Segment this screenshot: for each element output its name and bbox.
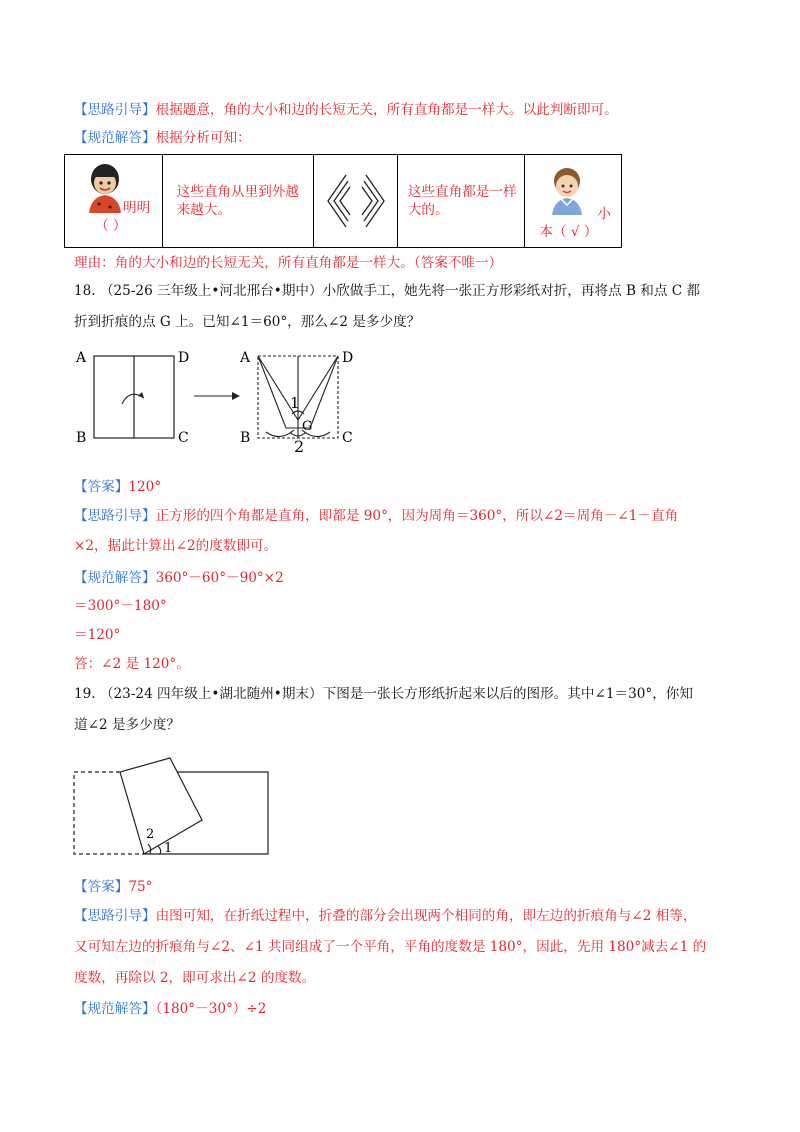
solution-tag: 【规范解答】 <box>74 1001 156 1017</box>
angle-1-arc <box>158 846 161 854</box>
angle-1-label: 1 <box>164 841 173 856</box>
q19-hint-text1: 由图可知，在折纸过程中，折叠的部分会出现两个相同的角，即左边的折痕角与∠2 相等， <box>155 908 697 924</box>
label-C-folded: C <box>342 430 353 446</box>
label-D-folded: D <box>342 350 354 366</box>
q18-hint-line1 <box>74 507 734 525</box>
label-C: C <box>178 430 189 446</box>
q18-final-answer: 答：∠2 是 120°。 <box>74 656 190 672</box>
q18-solution-line <box>74 569 734 587</box>
q19-answer: 75° <box>128 879 153 895</box>
mingming-blank: （ ） <box>95 218 127 234</box>
hint-tag: 【思路引导】 <box>74 908 156 924</box>
q19-solution-line <box>74 1000 734 1018</box>
q18-solution-line3: ＝120° <box>74 627 121 643</box>
answer-tag: 【答案】 <box>74 479 129 495</box>
label-D: D <box>178 350 190 366</box>
boy-xiaoben-avatar <box>547 165 587 215</box>
table-cell-statement2 <box>398 155 526 247</box>
solution-tag: 【规范解答】 <box>74 130 156 146</box>
nested-right-angles-figure <box>322 169 390 233</box>
q18-folding-figure <box>70 344 370 456</box>
q19-hint-line3: 度数，再除以 2，即可求出∠2 的度数。 <box>74 970 316 986</box>
q17-reason: 理由：角的大小和边的长短无关，所有直角都是一样大。（答案不唯一） <box>74 255 503 271</box>
label-A: A <box>76 350 87 366</box>
q17-answer-table <box>64 154 622 248</box>
q19-solution1: （180°－30°）÷2 <box>155 1001 267 1017</box>
q19-question-line2: 道∠2 是多少度？ <box>74 717 180 733</box>
q17-solution-line <box>74 129 734 147</box>
hint-tag: 【思路引导】 <box>74 102 156 118</box>
q18-question-line2: 折到折痕的点 G 上。已知∠1＝60°，那么∠2 是多少度？ <box>74 314 421 330</box>
statement1-line2: 来越大。 <box>176 202 232 218</box>
q18-solution1: 360°－60°－90°×2 <box>155 570 284 586</box>
q19-hint-line1 <box>74 907 734 925</box>
xiaoben-label-a: 小 <box>597 206 611 222</box>
label-B-folded: B <box>240 430 251 446</box>
q19-folding-figure <box>70 756 280 862</box>
answer-tag: 【答案】 <box>74 879 129 895</box>
q18-question-line1: 18. （25-26 三年级上•河北邢台•期中）小欣做手工，她先将一张正方形彩纸对折，再将点 B 和点 C 都 <box>74 283 701 299</box>
q18-hint-text1: 正方形的四个角都是直角，即都是 90°，因为周角＝360°，所以∠2＝周角－∠1－直角 <box>155 508 679 524</box>
q18-answer: 120° <box>128 479 162 495</box>
hint-tag: 【思路引导】 <box>74 508 156 524</box>
label-G: G <box>302 419 313 434</box>
label-A-folded: A <box>240 350 251 366</box>
q17-hint-text: 根据题意，角的大小和边的长短无关，所有直角都是一样大。以此判断即可。 <box>155 102 618 118</box>
statement2-line1: 这些直角都是一样 <box>407 184 517 200</box>
q17-solution-text: 根据分析可知： <box>155 130 251 146</box>
statement2-line2: 大的。 <box>407 202 449 218</box>
transform-arrow <box>232 392 240 400</box>
solution-tag: 【规范解答】 <box>74 570 156 586</box>
angle-2-label: 2 <box>146 827 155 842</box>
table-cell-xiaoben <box>525 155 621 247</box>
boy-mingming-avatar <box>85 161 127 213</box>
angle-1-label: 1 <box>290 394 300 412</box>
label-B: B <box>76 430 87 446</box>
q18-hint-line2: ×2，据此计算出∠2的度数即可。 <box>74 538 278 554</box>
table-cell-statement1 <box>163 155 314 247</box>
q19-answer-line <box>74 878 734 896</box>
q17-hint-line <box>74 101 734 119</box>
q18-answer-line <box>74 478 734 496</box>
table-cell-mingming <box>65 155 163 247</box>
mingming-label: 明明 <box>123 200 151 216</box>
statement1-line1: 这些直角从里到外越 <box>176 184 299 200</box>
q19-question-line1: 19. （23-24 四年级上•湖北随州•期末）下图是一张长方形纸折起来以后的图形。其中∠1＝30°，你知 <box>74 686 693 702</box>
table-cell-angles <box>314 155 398 247</box>
xiaoben-label-b: 本（ √ ） <box>539 224 598 240</box>
q19-hint-line2: 又可知左边的折痕角与∠2、∠1 共同组成了一个平角，平角的度数是 180°，因此，先用 180°减去∠1 的 <box>74 939 707 955</box>
q18-original-square <box>94 356 174 438</box>
q18-solution-line2: ＝300°－180° <box>74 598 167 614</box>
angle-2-label: 2 <box>294 437 305 456</box>
